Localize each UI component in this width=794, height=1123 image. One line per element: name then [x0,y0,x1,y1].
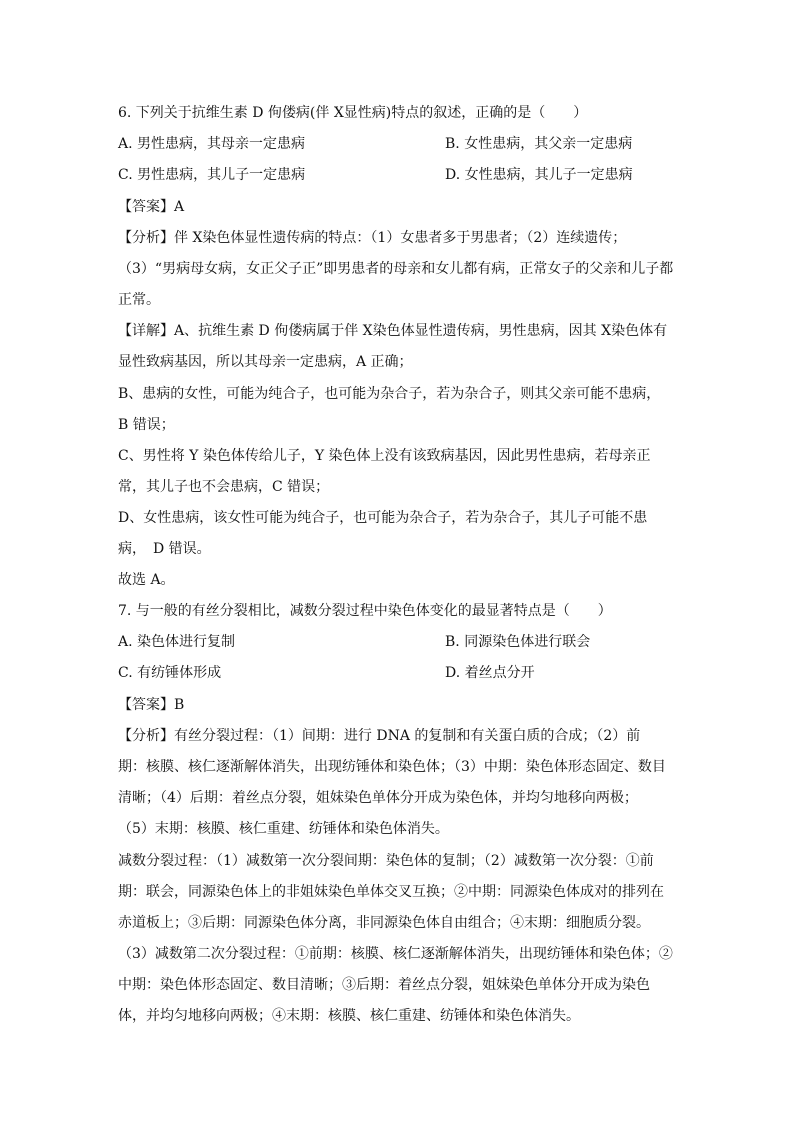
q7-analysis-line: 【分析】有丝分裂过程：（1）间期：进行 DNA 的复制和有关蛋白质的合成；（2）前 [118,728,641,744]
q7-option-c: C. 有纺锤体形成 [118,665,222,681]
q6-detail-line: B 错误； [118,417,175,433]
q6-detail-line: D、女性患病，该女性可能为纯合子，也可能为杂合子，若为杂合子，其儿子可能不患 [118,510,648,526]
q6-detail-line: B、患病的女性，可能为纯合子，也可能为杂合子，若为杂合子，则其父亲可能不患病， [118,386,661,402]
question-7-stem: 7. 与一般的有丝分裂相比，减数分裂过程中染色体变化的最显著特点是（ ） [118,603,612,619]
q6-detail-line: 显性致病基因，所以其母亲一定患病，A 正确； [118,354,413,370]
q7-option-b: B. 同源染色体进行联会 [445,634,591,650]
q6-option-d: D. 女性患病，其儿子一定患病 [445,167,633,183]
q7-option-a: A. 染色体进行复制 [118,634,236,650]
q7-analysis-line: 减数分裂过程：（1）减数第一次分裂间期：染色体的复制；（2）减数第一次分裂：①前 [118,853,654,869]
q6-option-c: C. 男性患病，其儿子一定患病 [118,167,306,183]
q6-detail-line: 常，其儿子也不会患病，C 错误； [118,479,330,495]
q7-analysis-line: 期：联会，同源染色体上的非姐妹染色单体交叉互换；②中期：同源染色体成对的排列在 [118,884,664,900]
q7-analysis-line: 清晰；（4）后期：着丝点分裂，姐妹染色单体分开成为染色体，并均匀地移向两极； [118,790,638,806]
q6-conclusion: 故选 A。 [118,572,175,588]
q6-detail-line: 【详解】A、抗维生素 D 佝偻病属于伴 X染色体显性遗传病，男性患病，因其 X染色体有 [118,323,668,339]
q7-option-d: D. 着丝点分开 [445,665,535,681]
q7-analysis-line: 赤道板上；③后期：同源染色体分离，非同源染色体自由组合；④末期：细胞质分裂。 [118,915,650,931]
q7-analysis-line: （5）末期：核膜、核仁重建、纺锤体和染色体消失。 [118,821,449,837]
q7-answer: 【答案】B [118,697,185,713]
q6-detail-line: 病， D 错误。 [118,541,211,557]
q6-detail-line: C、男性将 Y 染色体传给儿子，Y 染色体上没有该致病基因，因此男性患病，若母亲正 [118,448,651,464]
q6-option-a: A. 男性患病，其母亲一定患病 [118,136,306,152]
q7-analysis-line: （3）减数第二次分裂过程：①前期：核膜、核仁逐渐解体消失，出现纺锤体和染色体；② [118,946,673,962]
q6-analysis-line: （3）“男病母女病，女正父子正”即男患者的母亲和女儿都有病，正常女子的父亲和儿子都 [118,261,674,277]
q6-answer: 【答案】A [118,199,185,215]
q6-option-b: B. 女性患病，其父亲一定患病 [445,136,633,152]
q6-analysis-line: 正常。 [118,292,160,308]
q7-analysis-line: 中期：染色体形态固定、数目清晰；③后期：着丝点分裂，姐妹染色单体分开成为染色 [118,977,650,993]
q7-analysis-line: 期：核膜、核仁逐渐解体消失，出现纺锤体和染色体；（3）中期：染色体形态固定、数目 [118,759,666,775]
q7-analysis-line: 体，并均匀地移向两极；④末期：核膜、核仁重建、纺锤体和染色体消失。 [118,1008,580,1024]
q6-analysis-line: 【分析】伴 X染色体显性遗传病的特点：（1）女患者多于男患者；（2）连续遗传； [118,230,627,246]
question-6-stem: 6. 下列关于抗维生素 D 佝偻病(伴 X显性病)特点的叙述，正确的是（ ） [118,105,588,121]
